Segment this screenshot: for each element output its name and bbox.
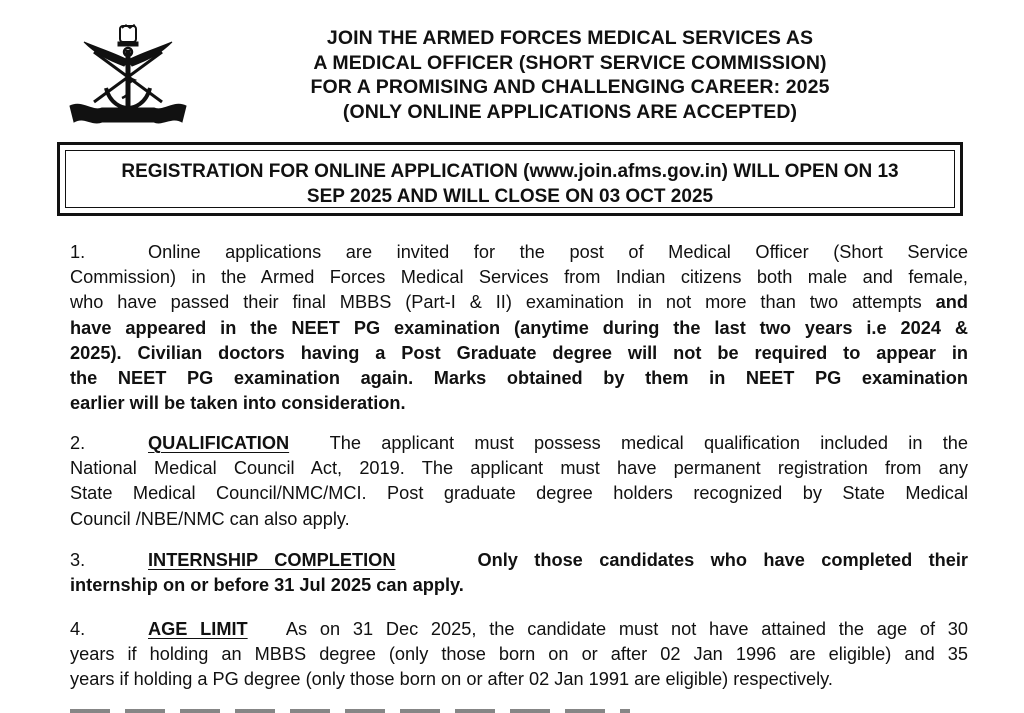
para-text: Commission) in the Armed Forces Medical Services from Indian citizens both male and female, bbox=[70, 267, 968, 288]
para-text: who have passed their final MBBS (Part-I & II) examination in not more than two attempts bbox=[70, 292, 922, 313]
para-text: State Medical Council/NMC/MCI. Post graduate degree holders recognized by State Medical bbox=[70, 483, 968, 504]
para-text-bold: and bbox=[935, 292, 968, 313]
para-text: years if holding a PG degree (only those born on or after 02 Jan 1991 are eligible) respectively. bbox=[70, 669, 833, 690]
paragraph-1-eligibility bbox=[70, 240, 968, 416]
para-text-bold: 2025). Civilian doctors having a Post Graduate degree will not be required to appear in bbox=[70, 342, 968, 363]
para-number: 3. bbox=[70, 550, 86, 570]
para-number: 2. bbox=[70, 433, 86, 453]
registration-notice-box bbox=[57, 142, 963, 216]
title-line-2: A MEDICAL OFFICER (SHORT SERVICE COMMISSION) bbox=[313, 51, 827, 74]
title-line-3: FOR A PROMISING AND CHALLENGING CAREER: 2025 bbox=[310, 76, 830, 98]
para-text: The applicant must possess medical qualification included in the bbox=[329, 433, 968, 453]
para-number: 1. bbox=[70, 242, 86, 262]
title-line-4: (ONLY ONLINE APPLICATIONS ARE ACCEPTED) bbox=[342, 100, 798, 123]
registration-line-2: SEP 2025 AND WILL CLOSE ON 03 OCT 2025 bbox=[306, 186, 714, 207]
truncated-next-line bbox=[70, 700, 630, 713]
section-heading-internship: INTERNSHIP COMPLETION bbox=[148, 550, 396, 570]
para-text: years if holding an MBBS degree (only those born on or after 02 Jan 1996 are eligible) and 35 bbox=[70, 644, 968, 665]
section-heading-qualification: QUALIFICATION bbox=[148, 433, 290, 453]
registration-notice-text bbox=[65, 150, 955, 208]
para-text: National Medical Council Act, 2019. The applicant must have permanent registration from any bbox=[70, 458, 968, 479]
para-text: As on 31 Dec 2025, the candidate must not have attained the age of 30 bbox=[285, 619, 968, 639]
para-text-bold: earlier will be taken into consideration. bbox=[70, 393, 406, 414]
paragraph-3-internship bbox=[70, 548, 968, 598]
paragraph-2-qualification bbox=[70, 431, 968, 532]
page-title bbox=[250, 26, 890, 124]
section-heading-age-limit: AGE LIMIT bbox=[148, 619, 248, 639]
registration-line-1: REGISTRATION FOR ONLINE APPLICATION (www.join.afms.gov.in) WILL OPEN ON 13 bbox=[121, 161, 899, 182]
para-text: Council /NBE/NMC can also apply. bbox=[70, 508, 350, 529]
para-number: 4. bbox=[70, 619, 86, 639]
para-text-bold: have appeared in the NEET PG examination (anytime during the last two years i.e 2024 & bbox=[70, 317, 968, 338]
para-text-bold: the NEET PG examination again. Marks obtained by them in NEET PG examination bbox=[70, 367, 968, 388]
afms-emblem-logo bbox=[62, 22, 194, 126]
para-text-bold: internship on or before 31 Jul 2025 can apply. bbox=[70, 575, 464, 596]
para-text-bold: Only those candidates who have completed their bbox=[477, 550, 968, 570]
title-line-1: JOIN THE ARMED FORCES MEDICAL SERVICES AS bbox=[326, 27, 814, 49]
para-text: Online applications are invited for the post of Medical Officer (Short Service bbox=[148, 242, 968, 262]
paragraph-4-age-limit bbox=[70, 617, 968, 693]
